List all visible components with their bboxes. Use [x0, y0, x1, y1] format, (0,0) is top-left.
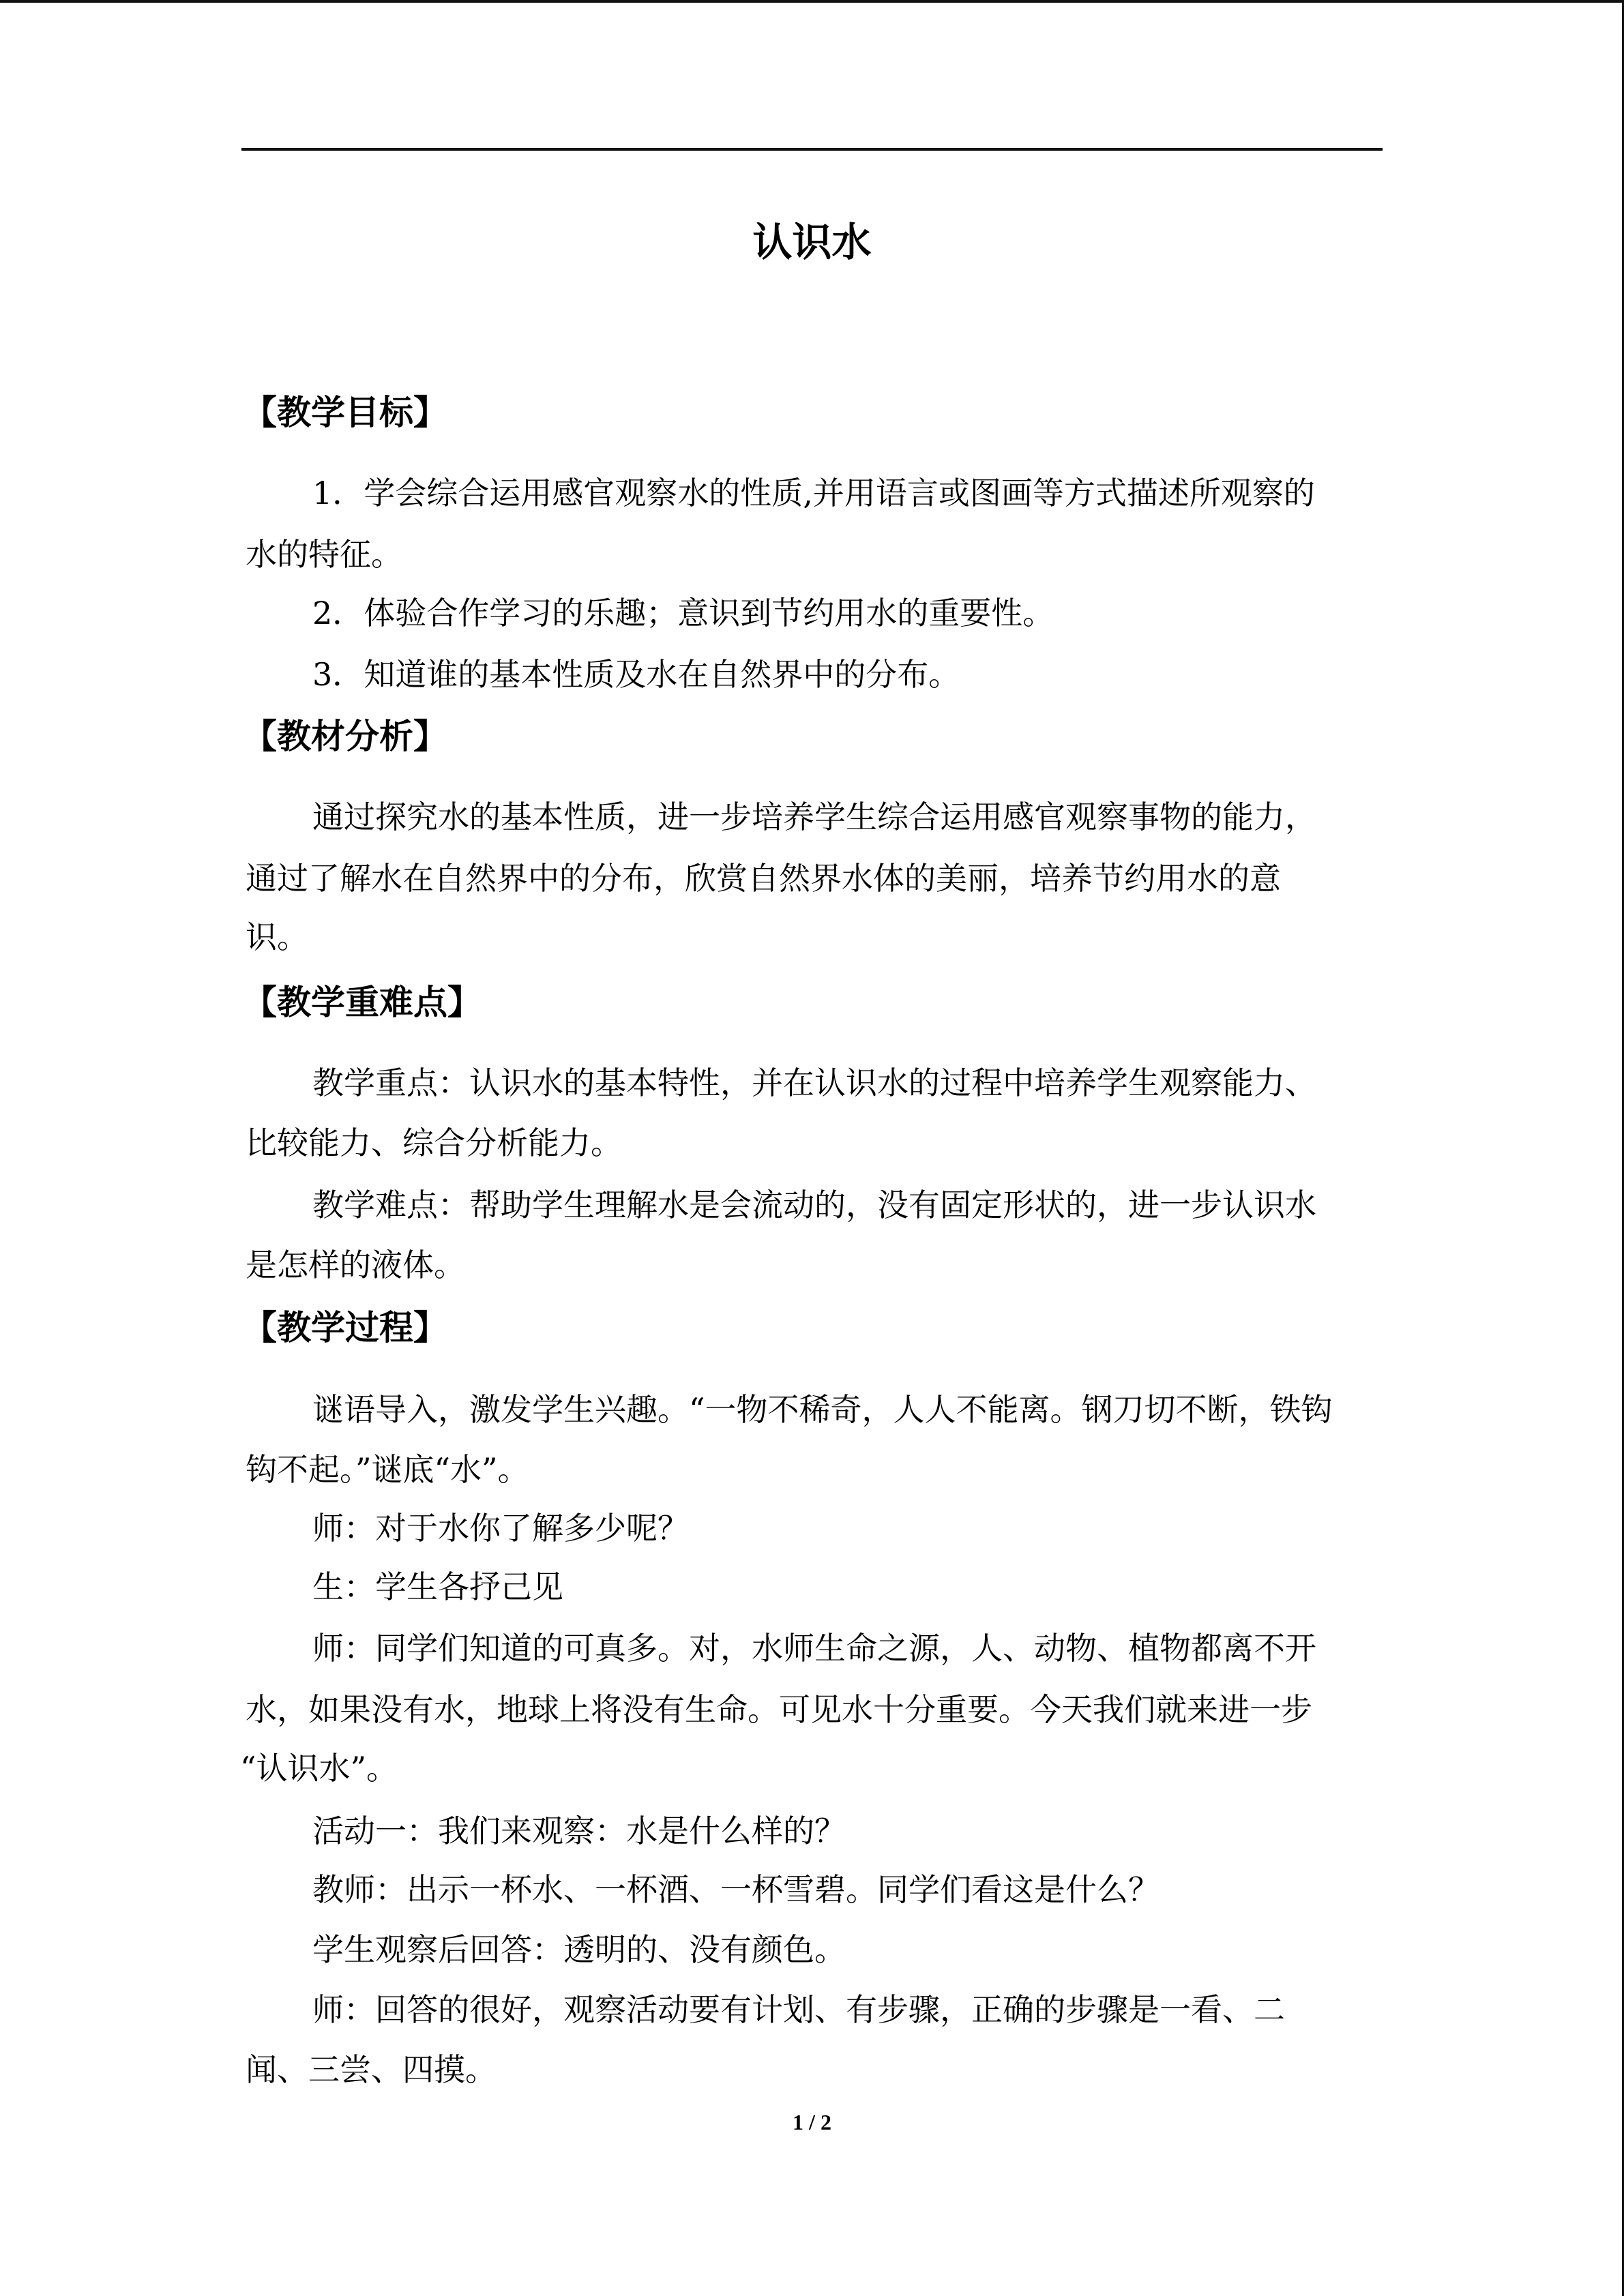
paragraph-line: 1．学会综合运用感官观察水的性质,并用语言或图画等方式描述所观察的 [312, 475, 1315, 511]
paragraph-line: 比较能力、综合分析能力。 [246, 1124, 622, 1161]
paragraph-line: 通过了解水在自然界中的分布，欣赏自然界水体的美丽，培养节约用水的意 [246, 860, 1281, 897]
paragraph-line: 活动一：我们来观察：水是什么样的？ [312, 1813, 846, 1849]
paragraph-line: 钩不起。”谜底“水”。 [246, 1451, 529, 1488]
paragraph-line: 师：对于水你了解多少呢？ [312, 1510, 689, 1547]
paragraph-line: 教学重点：认识水的基本特性，并在认识水的过程中培养学生观察能力、 [312, 1064, 1316, 1101]
section-heading-key-points: 【教学重难点】 [243, 983, 482, 1022]
paragraph-line: 3．知道谁的基本性质及水在自然界中的分布。 [312, 656, 960, 693]
document-title: 认识水 [752, 219, 872, 265]
paragraph-line: 学生观察后回答：透明的、没有颜色。 [312, 1931, 846, 1968]
paragraph-line: 通过探究水的基本性质，进一步培养学生综合运用感官观察事物的能力， [312, 799, 1316, 835]
paragraph-line: 谜语导入，激发学生兴趣。“一物不稀奇，人人不能离。钢刀切不断，铁钩 [312, 1391, 1333, 1428]
section-heading-material-analysis: 【教材分析】 [243, 717, 447, 756]
paragraph-line: 师：回答的很好，观察活动要有计划、有步骤，正确的步骤是一看、二 [312, 1991, 1285, 2028]
paragraph-line: “认识水”。 [240, 1750, 398, 1787]
paragraph-line: 教师：出示一杯水、一杯酒、一杯雪碧。同学们看这是什么？ [312, 1871, 1160, 1908]
paragraph-line: 生：学生各抒己见 [312, 1568, 563, 1605]
page-indicator: 1 / 2 [793, 2110, 831, 2134]
paragraph-line: 教学难点：帮助学生理解水是会流动的，没有固定形状的，进一步认识水 [312, 1187, 1316, 1223]
paragraph-line: 是怎样的液体。 [246, 1247, 465, 1283]
paragraph-line: 水，如果没有水，地球上将没有生命。可见水十分重要。今天我们就来进一步 [246, 1691, 1312, 1728]
header-rule [241, 148, 1383, 151]
paragraph-line: 闻、三尝、四摸。 [246, 2051, 497, 2088]
paragraph-line: 识。 [246, 919, 308, 955]
paragraph-line: 水的特征。 [246, 536, 402, 573]
section-heading-objectives: 【教学目标】 [243, 393, 447, 432]
paragraph-line: 2．体验合作学习的乐趣；意识到节约用水的重要性。 [312, 595, 1054, 631]
paragraph-line: 师：同学们知道的可真多。对，水师生命之源，人、动物、植物都离不开 [312, 1630, 1316, 1667]
section-heading-teaching-process: 【教学过程】 [243, 1308, 447, 1347]
